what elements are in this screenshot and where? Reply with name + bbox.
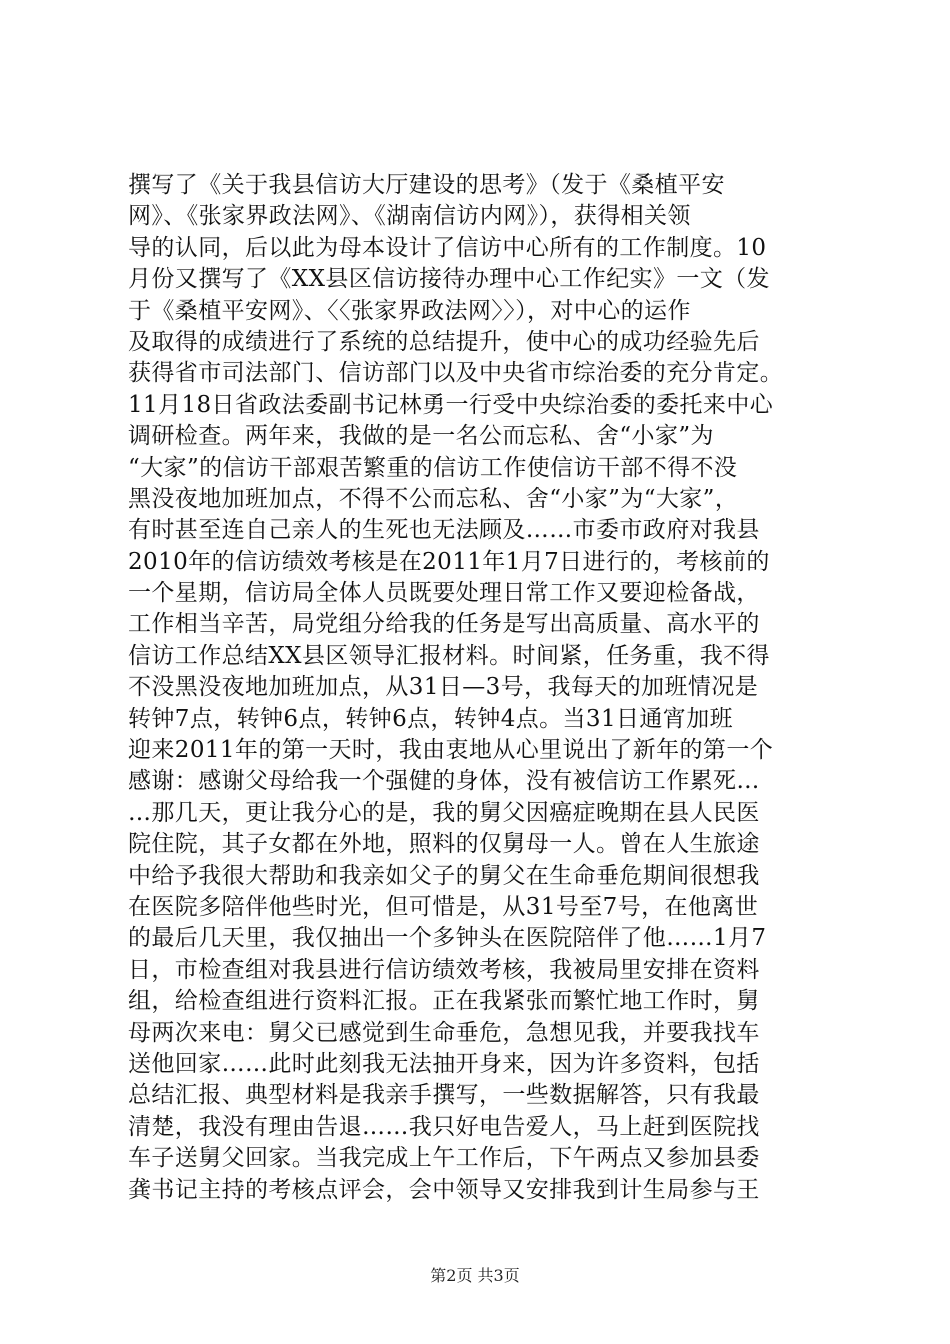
text-line: …那几天，更让我分心的是，我的舅父因癌症晚期在县人民医 [128, 799, 760, 826]
text-line: 的最后几天里，我仅抽出一个多钟头在医院陪伴了他……1月7 [128, 925, 767, 952]
text-line: 及取得的成绩进行了系统的总结提升，使中心的成功经验先后 [128, 328, 760, 355]
text-line: 导的认同，后以此为母本设计了信访中心所有的工作制度。10 [128, 234, 767, 261]
body-text [128, 170, 850, 1206]
text-line: 组，给检查组进行资料汇报。正在我紧张而繁忙地工作时，舅 [128, 988, 760, 1015]
text-line: 在医院多陪伴他些时光，但可惜是，从31号至7号，在他离世 [128, 893, 759, 920]
text-line: 中给予我很大帮助和我亲如父子的舅父在生命垂危期间很想我 [128, 862, 760, 889]
text-line: 送他回家……此时此刻我无法抽开身来，因为许多资料，包括 [128, 1050, 760, 1077]
text-line: 2010年的信访绩效考核是在2011年1月7日进行的，考核前的 [128, 548, 770, 575]
text-line: 日，市检查组对我县进行信访绩效考核，我被局里安排在资料 [128, 956, 760, 983]
text-line: 转钟7点，转钟6点，转钟6点，转钟4点。当31日通宵加班 [128, 705, 733, 732]
text-line: 迎来2011年的第一天时，我由衷地从心里说出了新年的第一个 [128, 737, 774, 764]
text-line: 车子送舅父回家。当我完成上午工作后，下午两点又参加县委 [128, 1145, 760, 1172]
text-line: 有时甚至连自己亲人的生死也无法顾及……市委市政府对我县 [128, 517, 760, 544]
text-line: 一个星期，信访局全体人员既要处理日常工作又要迎检备战， [128, 580, 760, 607]
text-line: 于《桑植平安网》、〈〈张家界政法网〉〉），对中心的运作 [128, 297, 691, 324]
text-line: 工作相当辛苦，局党组分给我的任务是写出高质量、高水平的 [128, 611, 760, 638]
text-line: 获得省市司法部门、信访部门以及中央省市综治委的充分肯定。 [128, 360, 784, 387]
text-line: 龚书记主持的考核点评会，会中领导又安排我到计生局参与王 [128, 1176, 760, 1203]
text-line: 信访工作总结XX县区领导汇报材料。时间紧，任务重，我不得 [128, 642, 770, 669]
text-line: 清楚，我没有理由告退……我只好电告爱人，马上赶到医院找 [128, 1113, 760, 1140]
text-line: 总结汇报、典型材料是我亲手撰写，一些数据解答，只有我最 [128, 1082, 760, 1109]
text-line: 月份又撰写了《XX县区信访接待办理中心工作纪实》一文（发 [128, 266, 770, 293]
text-line: 网》、《张家界政法网》、《湖南信访内网》），获得相关领 [128, 203, 691, 230]
text-line: 不没黑没夜地加班加点，从31日—3号，我每天的加班情况是 [128, 674, 759, 701]
text-line: 黑没夜地加班加点，不得不公而忘私、舍“小家”为“大家”， [128, 485, 739, 512]
text-line: 11月18日省政法委副书记林勇一行受中央综治委的委托来中心 [128, 391, 774, 418]
text-line: 感谢：感谢父母给我一个强健的身体，没有被信访工作累死… [128, 768, 760, 795]
text-line: 调研检查。两年来，我做的是一名公而忘私、舍“小家”为 [128, 423, 714, 450]
page-footer: 第2页 共3页 [430, 1266, 520, 1285]
text-line: 母两次来电：舅父已感觉到生命垂危，急想见我，并要我找车 [128, 1019, 760, 1046]
text-line: “大家”的信访干部艰苦繁重的信访工作使信访干部不得不没 [128, 454, 738, 481]
text-line: 院住院，其子女都在外地，照料的仅舅母一人。曾在人生旅途 [128, 831, 760, 858]
text-line: 撰写了《关于我县信访大厅建设的思考》（发于《桑植平安 [128, 172, 725, 198]
